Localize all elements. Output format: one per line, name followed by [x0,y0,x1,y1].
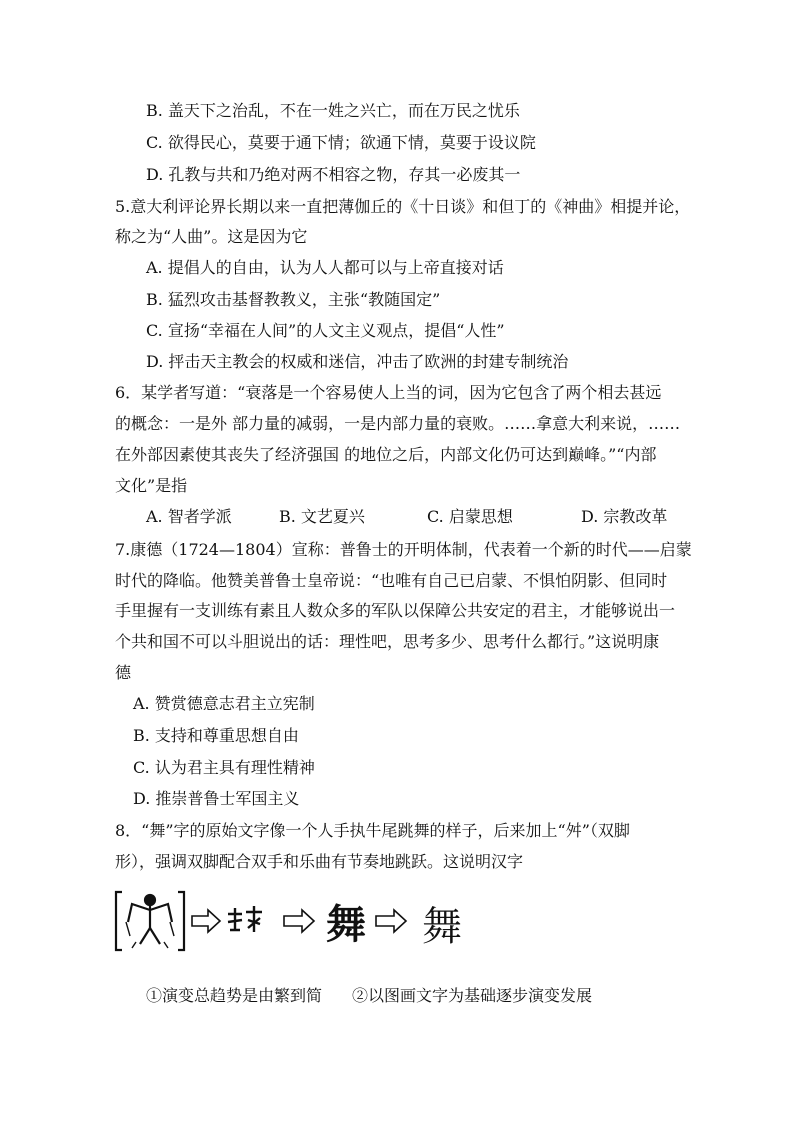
oracle-bone-pictograph [116,892,184,950]
q6-option-c: C. 启蒙思想 [427,507,513,526]
bronze-script-glyph [228,906,262,932]
q7-stem-line2: 时代的降临。他赞美普鲁士皇帝说：“也唯有自己已启蒙、不惧怕阴影、但同时 [115,571,668,590]
arrow-icon-3 [376,910,406,932]
arrow-icon-1 [192,910,220,932]
character-evolution-svg [112,884,472,956]
q5-stem-line2: 称之为“人曲”。这是因为它 [115,227,308,246]
q8-stem-line2: 形），强调双脚配合双手和乐曲有节奏地跳跃。这说明汉字 [115,852,524,871]
character-evolution-figure [112,884,472,956]
q5-stem-line1: 5.意大利评论界长期以来一直把薄伽丘的《十日谈》和但丁的《神曲》相提并论， [115,197,691,216]
q6-option-b: B. 文艺夏兴 [279,507,365,526]
q7-stem-line5: 德 [115,663,132,682]
arrow-icon-2 [284,910,314,932]
q6-stem-line4: 文化”是指 [115,476,188,495]
q5-option-b: B. 猛烈攻击基督教教义，主张“教随国定” [146,290,441,309]
q7-stem-line3: 手里握有一支训练有素且人数众多的军队以保障公共安定的君主，才能够说出一 [115,601,676,620]
q8-item-1: ①演变总趋势是由繁到简 [146,986,323,1005]
modern-char: 舞 [422,904,462,950]
q7-option-d: D. 推崇普鲁士军国主义 [133,789,300,808]
q6-stem-line3: 在外部因素使其丧失了经济强国 的地位之后，内部文化仍可达到巅峰。”“内部 [115,445,657,464]
q8-stem-line1: 8．“舞”字的原始文字像一个人手执牛尾跳舞的样子，后来加上“舛”（双脚 [115,821,630,840]
q6-option-a: A. 智者学派 [146,507,232,526]
q4-option-b: B. 盖天下之治乱，不在一姓之兴亡，而在万民之忧乐 [146,101,520,120]
q7-option-c: C. 认为君主具有理性精神 [133,758,315,777]
q4-option-d: D. 孔教与共和乃绝对两不相容之物，存其一必废其一 [146,165,521,184]
q5-option-a: A. 提倡人的自由，认为人人都可以与上帝直接对话 [146,258,504,277]
q4-option-c: C. 欲得民心，莫要于通下情；欲通下情，莫要于设议院 [146,133,536,152]
q5-option-c: C. 宣扬“幸福在人间”的人文主义观点，提倡“人性” [146,321,505,340]
q7-option-b: B. 支持和尊重思想自由 [133,726,299,745]
q6-options-row [146,507,686,527]
seal-script-char: 舞 [326,901,366,948]
q6-option-d: D. 宗教改革 [581,507,668,526]
q7-stem-line1: 7.康德（1724—1804）宣称：普鲁士的开明体制，代表着一个新的时代——启蒙 [115,540,692,559]
q6-stem-line2: 的概念：一是外 部力量的减弱，一是内部力量的衰败。……拿意大利来说，…… [115,414,681,433]
q7-stem-line4: 个共和国不可以斗胆说出的话：理性吧，思考多少、思考什么都行。”这说明康 [115,632,660,651]
q6-stem-line1: 6．某学者写道：“衰落是一个容易使人上当的词，因为它包含了两个相去甚远 [115,383,662,402]
q8-item-2: ②以图画文字为基础逐步演变发展 [352,986,593,1005]
q5-option-d: D. 抨击天主教会的权威和迷信，冲击了欧洲的封建专制统治 [146,352,569,371]
q7-option-a: A. 赞赏德意志君主立宪制 [133,694,315,713]
